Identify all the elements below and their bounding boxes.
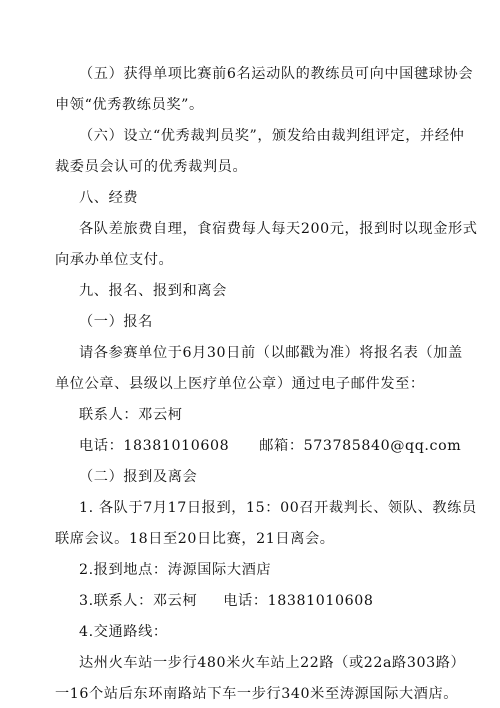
- section-heading-registration: 九、报名、报到和离会: [79, 283, 227, 299]
- award-coach-paragraph-line2: 申领“优秀教练员奖”。: [55, 97, 204, 113]
- check-in-contact-row: [79, 591, 374, 611]
- check-in-paragraph-line2: 联席会议。18日至20日比赛，21日离会。: [55, 531, 335, 547]
- contact-phone-email-row: [79, 436, 461, 456]
- signup-paragraph-line1: 请各参赛单位于6月30日前（以邮戳为准）将报名表（加盖: [79, 345, 463, 361]
- contact-person: 联系人：邓云柯: [79, 407, 183, 423]
- subsection-heading-check-in: （二）报到及离会: [79, 469, 198, 485]
- contact-email: 邮箱：573785840@qq.com: [259, 438, 462, 454]
- signup-paragraph-line2: 单位公章、县级以上医疗单位公章）通过电子邮件发至：: [55, 376, 425, 392]
- section-heading-funding: 八、经费: [79, 190, 139, 206]
- route-paragraph-line2: 一16个站后东环南路站下车一步行340米至涛源国际大酒店。: [55, 686, 459, 702]
- award-coach-paragraph-line1: （五）获得单项比赛前6名运动队的教练员可向中国毽球协会: [79, 66, 474, 82]
- check-in-contact-person: 3.联系人：邓云柯: [79, 593, 198, 609]
- route-paragraph-line1: 达州火车站一步行480米火车站上22路（或22a路303路）: [79, 655, 466, 671]
- funding-paragraph-line1: 各队差旅费自理，食宿费每人每天200元，报到时以现金形式: [79, 221, 478, 237]
- funding-paragraph-line2: 向承办单位支付。: [55, 252, 174, 268]
- contact-phone: 电话：18381010608: [79, 438, 230, 454]
- check-in-contact-phone: 电话：18381010608: [223, 593, 374, 609]
- route-heading: 4.交通路线：: [79, 624, 168, 640]
- subsection-heading-signup: （一）报名: [79, 314, 153, 330]
- award-referee-paragraph-line2: 裁委员会认可的优秀裁判员。: [55, 159, 248, 175]
- check-in-paragraph-line1: 1. 各队于7月17日报到，15：00召开裁判长、领队、教练员: [79, 500, 477, 516]
- award-referee-paragraph-line1: （六）设立“优秀裁判员奖”，颁发给由裁判组评定，并经仲: [79, 128, 465, 144]
- check-in-location: 2.报到地点：涛源国际大酒店: [79, 562, 272, 578]
